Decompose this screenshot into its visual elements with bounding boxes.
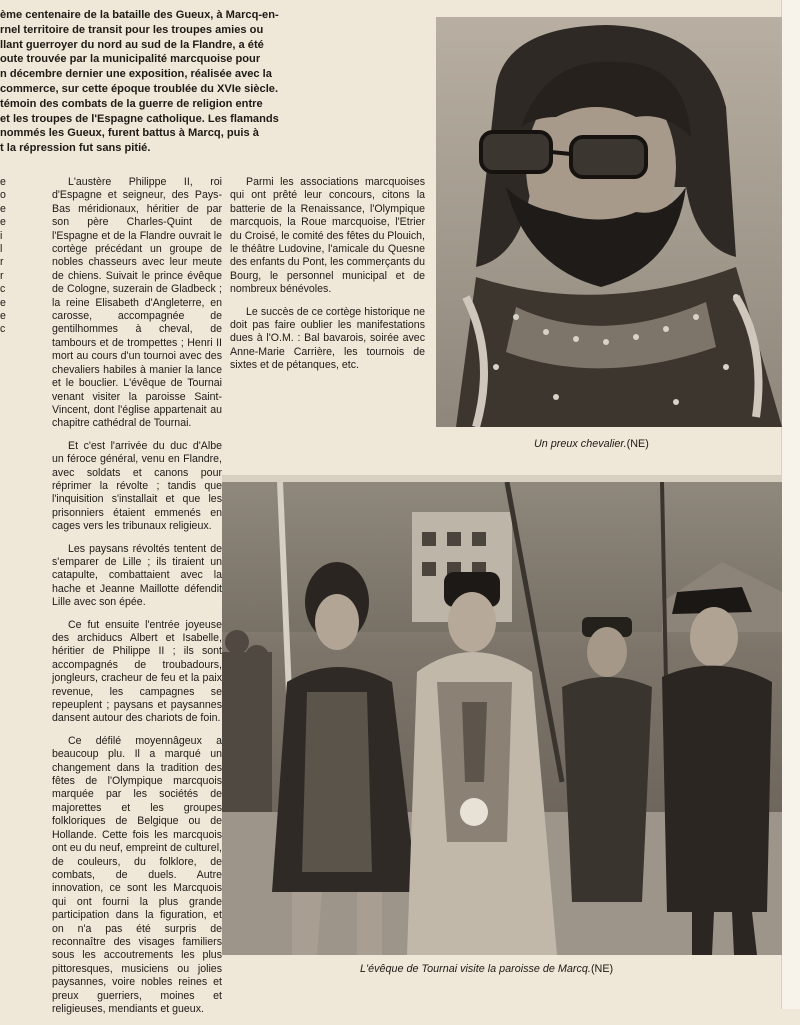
cut-letter: l (0, 242, 3, 255)
article-paragraph: Parmi les associations marcquoises qui ont prêté leur concours, citons la batterie de la Renaissance, l'Olympique marcquois, la Roue marcquoise, l'Etrier du Croisé, le comité des fêtes du Plouich, le théâtre Ludovine, l'amicale du Quesne des enfants du Pont, les commerçants du Bourg, le personnel municipal et de nombreux bénévoles. (230, 176, 425, 296)
photo-border (222, 475, 782, 482)
cut-letter: i (0, 229, 3, 242)
cut-letter: e (0, 176, 6, 188)
intro-line: ème centenaire de la bataille des Gueux, à Marcq-en- (0, 9, 279, 21)
article-paragraph: Le succès de ce cortège historique ne doit pas faire oublier les manifestations dues à l'O.M. : Bal bavarois, soirée avec Anne-Marie Carrière, les tournois de sixtes et de pétanques, etc. (230, 305, 425, 372)
cut-letter: e (0, 296, 6, 309)
article-column-left (52, 176, 222, 1025)
cut-letter: o (0, 189, 6, 202)
cut-column-fragment (0, 176, 12, 337)
article-column-middle (230, 176, 425, 382)
chevalier-photo-drawing (436, 17, 782, 427)
procession-photo-drawing (222, 482, 782, 955)
article-paragraph: Ce défilé moyennâgeux a beaucoup plu. Il a marqué un changement dans la tradition des fêtes de l'Olympique marcquois marquée par les sociétés de majorettes et les groupes folkloriques de Belgique ou de Hollande. Cette fois les marcquois ont eu du neuf, empreint de culturel, de couleurs, du folklore, de combats, de duels. Autre innovation, ce sont les Marcquois qui ont fourni la plus grande participation dans la figuration, et on n'a pas été surpris de reconnaître des visages familiers sous les accoutrements les plus pittoresques, musiciens ou jolies paysannes, voire nobles reines et preux guerriers, moines et religieuses, mendiants et gueux. (52, 734, 222, 1015)
cut-letter: r (0, 256, 4, 269)
cut-letter: e (0, 216, 6, 229)
photo-credit: (NE) (590, 963, 614, 975)
intro-line: témoin des combats de la guerre de religion entre (0, 97, 263, 110)
cut-letter: c (0, 323, 6, 336)
intro-line: commerce, sur cette époque troublée du XVIe siècle. (0, 82, 279, 95)
intro-line: oute trouvée par la municipalité marcquoise pour (0, 53, 261, 66)
intro-line: t la répression fut sans pitié. (0, 142, 151, 155)
cut-letter: r (0, 269, 4, 282)
paper-edge (781, 0, 800, 1009)
article-paragraph: L'austère Philippe II, roi d'Espagne et seigneur, des Pays-Bas méridionaux, héritier de par son père Charles-Quint de l'Espagne et de la Flandre ouvrait le cortège précédant un groupe de nobles chasseurs avec leur meute de chiens. Suivait le prince évêque de Cologne, suzerain de Gladbeck ; la reine Elisabeth d'Angleterre, en carosse, accompagnée de gentilhommes à cheval, de tambours et de trompettes ; Henri II mort au cours d'un tournoi avec des chevaliers habiles à manier la lance et le bouclier. L'évêque de Tournai venant visiter la paroisse Saint-Vincent, dont l'église appartenait au chapitre cathédral de Tournai. (52, 176, 222, 430)
procession-caption (360, 963, 613, 975)
cut-letter: c (0, 283, 6, 296)
article-paragraph: Et c'est l'arrivée du duc d'Albe un féroce général, venu en Flandre, avec soldats et canons pour réprimer la révolte ; tandis que l'inquisition s'installait et que les prisonniers étaient emmenés en cages vers les tribunaux religieux. (52, 439, 222, 533)
cut-letter: e (0, 202, 6, 215)
caption-text: L'évêque de Tournai visite la paroisse de Marcq. (360, 963, 591, 975)
chevalier-caption (534, 438, 649, 450)
caption-text: Un preux chevalier. (534, 438, 627, 450)
intro-line: n décembre dernier une exposition, réalisée avec la (0, 68, 272, 81)
article-paragraph: Ce fut ensuite l'entrée joyeuse des archiducs Albert et Isabelle, héritier de Philippe II ; ils sont accompagnés de troubadours, jongleurs, cracheur de feu et la paix revenue, les campagnes se repeuplent ; paysans et paysannes dansent autour des chariots de foin. (52, 618, 222, 725)
intro-line: llant guerroyer du nord au sud de la Flandre, a été (0, 38, 264, 51)
photo-credit: (NE) (626, 438, 649, 450)
intro-line: et les troupes de l'Espagne catholique. Les flamands (0, 112, 279, 125)
cut-letter: e (0, 309, 6, 322)
intro-paragraph (0, 8, 300, 156)
chevalier-photo (436, 17, 782, 427)
procession-photo (222, 482, 782, 955)
article-paragraph: Les paysans révoltés tentent de s'emparer de Lille ; ils tiraient un catapulte, combattaient avec la hache et Jeanne Maillotte défendit Lille avec son épée. (52, 542, 222, 609)
intro-line: nommés les Gueux, furent battus à Marcq, puis à (0, 127, 259, 140)
intro-line: rnel territoire de transit pour les troupes amies ou (0, 23, 264, 36)
